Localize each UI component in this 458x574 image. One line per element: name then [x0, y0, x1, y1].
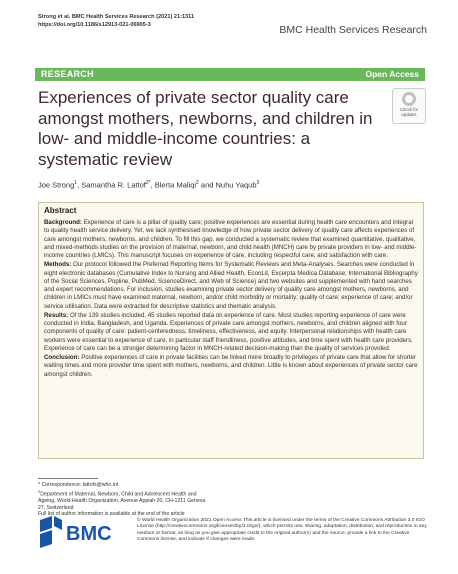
affiliation: $^2$Department of Maternal, Newborn, Child and Adolescent Health and Ageing, World Health Organization, Avenue Appiah 20, CH-1211 Geneva 27, Switzerland — [38, 488, 206, 511]
author-name: Samantha R. Lattof — [81, 180, 146, 190]
author-name: Joe Strong — [38, 180, 75, 190]
bmc-logo-icon — [38, 514, 118, 550]
updates-label: Check for updates — [400, 107, 418, 117]
author-affil: 2* — [145, 180, 151, 186]
section-bar — [35, 68, 425, 81]
abstract-conclusion: Conclusion: Positive experiences of care in private facilities can be linked more broadly to privileges of private care that allow for shorter waiting times and more provider time spent with mothers, newborns, and children. Little is known about experiences of private sector care amongst children. — [44, 354, 418, 378]
author-name: Blerta Maliqi — [154, 180, 197, 190]
logo-text: BMC — [66, 523, 112, 545]
article-title: Experiences of private sector quality care amongst mothers, newborns, and children in low- and middle-income countries: a systematic review — [38, 88, 373, 169]
footnote-divider — [38, 478, 98, 479]
abstract-heading: Abstract — [44, 206, 77, 215]
correspondence[interactable]: * Correspondence: lattofs@who.int — [38, 482, 119, 488]
open-access-label: Open Access — [365, 69, 419, 79]
abstract-box — [38, 202, 424, 459]
author-name: Nuhu Yaqub — [215, 180, 257, 190]
update-icon — [402, 92, 416, 106]
author-affil: 3 — [256, 180, 260, 186]
abstract-methods: Methods: Our protocol followed the Preferred Reporting Items for Systematic Reviews and Meta-Analyses. Searches were conducted in eight electronic databases (Cumulative Index to Nursing and Allied Health, EconLit, Excerpta Medica Database; International Bibliography of the Social Sciences, Popline, PubMed, ScienceDirect, and Web of Science) and two websites and supplemented with hand searches and expert recommendations. For inclusion, studies examining private sector delivery of quality care amongst mothers, newborns, and children in LMICs must have examined maternal, newborn, and/or child morbidity or mortality; quality of care; experience of care; and/or service utilisation. Data were extracted for descriptive statistics and thematic analysis. — [44, 261, 418, 310]
doi-link[interactable]: https://doi.org/10.1186/s12913-021-06905-3 — [38, 21, 151, 28]
author-affil: 1 — [74, 180, 78, 186]
footnotes — [38, 478, 208, 518]
article-header — [38, 14, 194, 29]
author-affil: 2 — [196, 180, 199, 186]
abstract-background: Background: Experience of care is a pillar of quality care; positive experiences are essential during health care encounters and integral to quality health service delivery. Yet, we lack synthesised knowledge of how private sector delivery of quality care affects experiences of care amongst mothers, newborns, and children. To fill this gap, we conducted a systematic review that examined quantitative, qualitative, and mixed-methods studies on the provision of maternal, newborn, and child health (MNCH) care by private providers in low- and middle-income countries (LMICs). This manuscript focuses on experience of care, including respectful care, and satisfaction with care. — [44, 219, 417, 259]
author-separator: and — [198, 180, 216, 190]
license-statement: © World Health Organization 2021 Open Access This article is licensed under the terms of the Creative Commons Attribution 3.0 IGO License (http://creativecommons.org/licenses/by/3.0/igo/), which permits use, sharing, adaptation, distribution, and reproduction in any medium or format, as long as you give appropriate credit to the original author(s) and the source, provide a link to the Creative Commons license, and indicate if changes were made. — [137, 518, 427, 542]
full-list-note: Full list of author information is available at the end of the article — [38, 511, 185, 518]
journal-name: BMC Health Services Research — [279, 24, 427, 36]
abstract-body — [44, 219, 418, 380]
check-for-updates-badge[interactable] — [392, 88, 426, 124]
author-separator: , — [77, 180, 82, 190]
abstract-results: Results: Of the 139 studies included, 45 studies reported data on experience of care. Most studies reporting experience of care were conducted in India, Bangladesh, and Uganda. Experiences of private care amongst mothers, newborns, and children aligned with four components of quality of care: patient-centeredness, timeliness, effectiveness, and equity. Interpersonal relationships with health care workers were essential to experience of care, in particular staff friendliness, positive attitudes, and time spent with health care providers. Experience of care can be a stronger determining factor in MNCH-related decision-making than the quality of services provided. — [44, 311, 413, 352]
author-separator: , — [150, 180, 155, 190]
bmc-logo — [38, 514, 118, 550]
citation-line: Strong et al. BMC Health Services Research (2021) 21:1311 — [38, 14, 195, 20]
author-list — [38, 180, 259, 190]
section-label: RESEARCH — [41, 69, 94, 79]
